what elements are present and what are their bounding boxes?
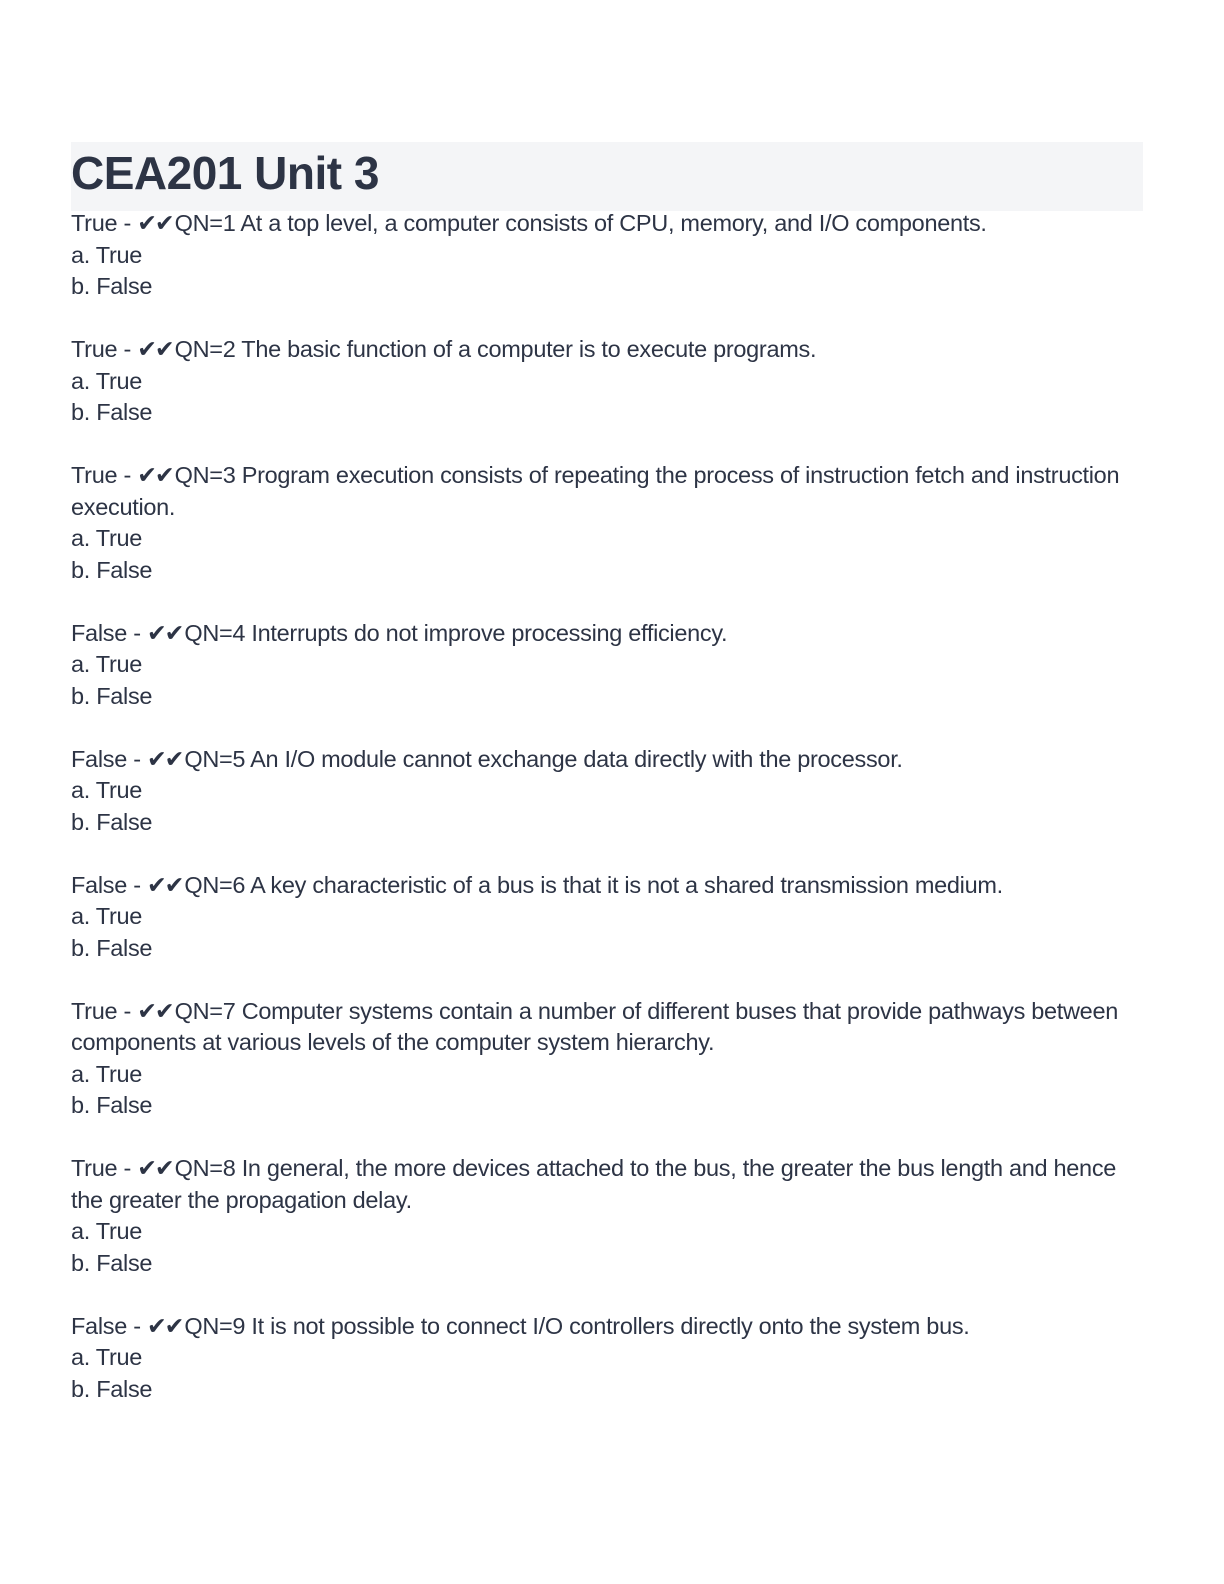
question-line: False - ✔✔QN=5 An I/O module cannot exchange data directly with the processor. [71, 745, 903, 772]
check-icon: ✔✔ [137, 462, 173, 488]
option-true: a. True [71, 367, 143, 394]
question-text: QN=1 At a top level, a computer consists of CPU, memory, and I/O components. [174, 210, 987, 236]
check-icon: ✔✔ [137, 997, 173, 1024]
option-true: a. True [71, 1060, 143, 1087]
question-list [71, 208, 1143, 1405]
option-true: a. True [71, 525, 143, 551]
question-item [71, 618, 1143, 713]
question-item [71, 744, 1143, 839]
question-text: QN=2 The basic function of a computer is to execute programs. [174, 336, 817, 362]
check-icon: ✔✔ [137, 1155, 173, 1181]
question-item [71, 996, 1143, 1122]
question-line: False - ✔✔QN=4 Interrupts do not improve processing efficiency. [71, 619, 728, 646]
question-line: False - ✔✔QN=9 It is not possible to connect I/O controllers directly onto the system bus. [71, 1312, 970, 1339]
option-false: b. False [71, 808, 153, 835]
check-icon: ✔✔ [146, 1312, 183, 1339]
question-item [71, 334, 1143, 429]
option-true: a. True [71, 651, 143, 677]
question-text: QN=8 In general, the more devices attached to the bus, the greater the bus length and hence the greater the propagation delay. [71, 1155, 1117, 1213]
answer-label: True [71, 210, 118, 236]
option-true: a. True [71, 1344, 143, 1370]
page-title: CEA201 Unit 3 [71, 146, 379, 199]
check-icon: ✔✔ [146, 745, 183, 772]
question-text: QN=9 It is not possible to connect I/O controllers directly onto the system bus. [184, 1312, 970, 1339]
option-false: b. False [71, 399, 153, 425]
check-icon: ✔✔ [137, 210, 173, 236]
check-icon: ✔✔ [146, 871, 183, 898]
option-false: b. False [71, 273, 153, 299]
answer-label: True [71, 336, 118, 362]
question-item [71, 1311, 1143, 1406]
answer-label: False [71, 1312, 127, 1339]
question-item [71, 208, 1143, 303]
question-line: True - ✔✔QN=1 At a top level, a computer consists of CPU, memory, and I/O components. [71, 210, 987, 236]
question-text: QN=4 Interrupts do not improve processing efficiency. [184, 619, 728, 646]
question-item [71, 870, 1143, 965]
option-false: b. False [71, 1375, 153, 1402]
option-true: a. True [71, 903, 143, 929]
answer-label: False [71, 871, 127, 898]
option-false: b. False [71, 1249, 153, 1276]
answer-label: True [71, 997, 118, 1024]
question-item [71, 1153, 1143, 1279]
option-true: a. True [71, 241, 143, 268]
question-line: True - ✔✔QN=8 In general, the more devices attached to the bus, the greater the bus length and hence the greater the propagation delay. [71, 1155, 1117, 1213]
question-text: QN=6 A key characteristic of a bus is that it is not a shared transmission medium. [184, 871, 1003, 898]
answer-label: True [71, 1155, 118, 1181]
answer-label: False [71, 619, 127, 646]
option-false: b. False [71, 1092, 153, 1118]
answer-label: False [71, 745, 127, 772]
title-bar [71, 142, 1143, 211]
question-item [71, 460, 1143, 586]
option-true: a. True [71, 777, 143, 803]
question-line: True - ✔✔QN=7 Computer systems contain a number of different buses that provide pathways between components at various levels of the computer system hierarchy. [71, 997, 1118, 1055]
option-false: b. False [71, 934, 153, 961]
option-false: b. False [71, 682, 153, 709]
question-line: False - ✔✔QN=6 A key characteristic of a bus is that it is not a shared transmission medium. [71, 871, 1003, 898]
question-text: QN=7 Computer systems contain a number of different buses that provide pathways between components at various levels of the computer system hierarchy. [71, 997, 1118, 1055]
answer-label: True [71, 462, 118, 488]
document-page [71, 142, 1143, 1437]
option-false: b. False [71, 556, 153, 583]
check-icon: ✔✔ [146, 619, 183, 646]
question-text: QN=5 An I/O module cannot exchange data directly with the processor. [184, 745, 903, 772]
option-true: a. True [71, 1218, 143, 1244]
question-line: True - ✔✔QN=2 The basic function of a computer is to execute programs. [71, 336, 817, 362]
question-text: QN=3 Program execution consists of repeating the process of instruction fetch and instruction execution. [71, 462, 1120, 520]
check-icon: ✔✔ [137, 336, 173, 362]
question-line: True - ✔✔QN=3 Program execution consists of repeating the process of instruction fetch and instruction execution. [71, 462, 1120, 520]
